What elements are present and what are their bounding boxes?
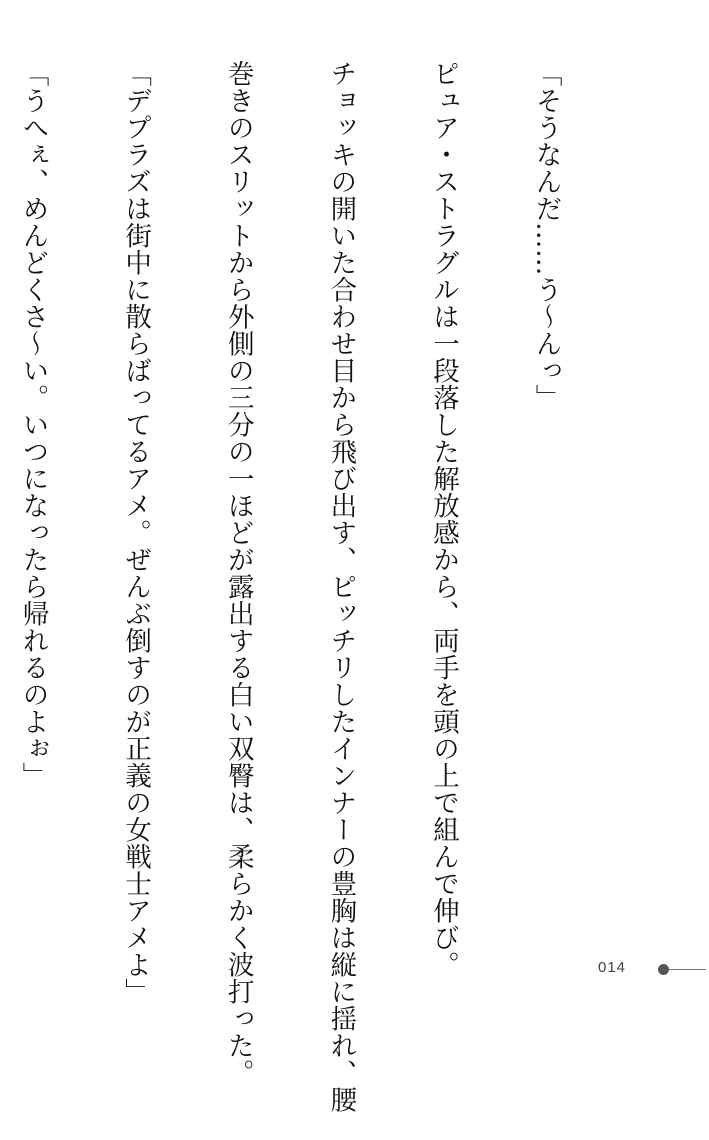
text-line: ピュア・ストラグルは一段落した解放感から、両手を頭の上で組んで伸び。 (427, 60, 459, 978)
page-marker-rule (668, 969, 706, 970)
text-line: 「デプラズは街中に散らばってるアメ。ぜんぶ倒すのが正義の女戦士アメよ」 (120, 60, 152, 1005)
text-line: 「そうなんだ……う〜んっ」 (530, 60, 562, 411)
text-line: 「うへぇ、めんどくさ〜い。いつになったら帰れるのよぉ」 (17, 60, 49, 789)
page-number: 014 (598, 959, 627, 976)
text-line: 巻きのスリットから外側の三分の一ほどが露出する白い双臀は、柔らかく波打った。 (222, 60, 254, 1086)
text-line: チョッキの開いた合わせ目から飛び出す、ピッチリしたインナーの豊胸は縦に揺れ、腰 (325, 60, 357, 1113)
page-footer (598, 955, 698, 979)
